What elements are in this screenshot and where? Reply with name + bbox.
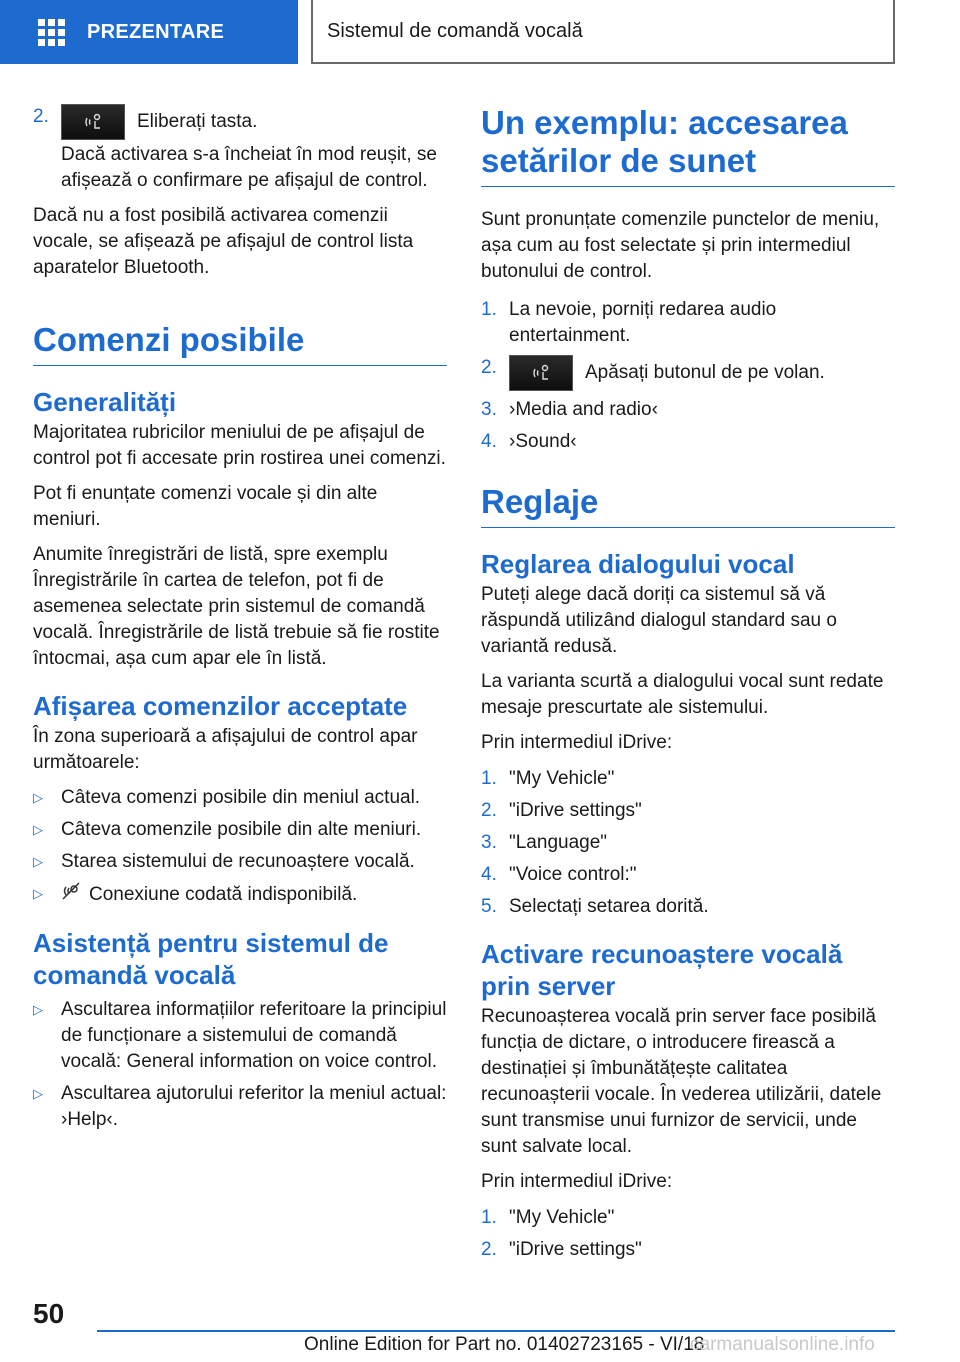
list-item: 4. "Voice control:"	[481, 864, 637, 885]
heading-possible-commands: Comenzi posibile	[33, 321, 447, 366]
paragraph-dialog-1: Puteți alege dacă doriți ca sistemul să vă răspundă utilizând dialogul standard sau o variantă redusă.	[481, 584, 837, 657]
watermark: carmanualsonline.info	[690, 1334, 875, 1355]
bullet-icon: ▷	[33, 886, 43, 901]
list-item: 5. Selectați setarea dorită.	[481, 896, 709, 917]
page-number: 50	[33, 1298, 65, 1329]
heading-example: Un exemplu: accesarea setărilor de sunet	[481, 104, 895, 187]
paragraph-idrive-1: Prin intermediul iDrive:	[481, 732, 673, 753]
step-release-key	[33, 104, 447, 140]
list-item: 2. "iDrive settings"	[481, 1239, 642, 1260]
list-item: ▷ Starea sistemului de recunoaștere vocală.	[33, 849, 447, 875]
bullet-icon: ▷	[33, 1086, 43, 1101]
step-detail: Dacă activarea s-a încheiat în mod reușit, se afișează o confirmare pe afișajul de control.	[61, 144, 437, 191]
header-title: Sistemul de comandă vocală	[311, 0, 895, 64]
step-text: Eliberați tasta.	[137, 111, 258, 133]
paragraph-example: Sunt pronunțate comenzile punctelor de meniu, așa cum au fost selectate și prin intermediul butonului de control.	[481, 209, 880, 282]
right-column	[481, 104, 895, 1269]
list-item: 2. "iDrive settings"	[481, 800, 642, 821]
left-column	[33, 104, 447, 1139]
list-item: 1. "My Vehicle"	[481, 768, 615, 789]
no-encryption-icon	[61, 881, 81, 909]
list-item: ▷ Ascultarea ajutorului referitor la meniul actual: ›Help‹.	[33, 1081, 447, 1133]
heading-settings: Reglaje	[481, 483, 895, 528]
list-item: ▷ Câteva comenzi posibile din meniul actual.	[33, 785, 447, 811]
voice-command-key-icon	[509, 355, 573, 391]
bullet-icon: ▷	[33, 1002, 43, 1017]
paragraph-general-2: Pot fi enunțate comenzi vocale și din alte meniuri.	[33, 483, 378, 530]
header-tab-label: PREZENTARE	[87, 20, 225, 43]
paragraph-server: Recunoașterea vocală prin server face posibilă funcția de dictare, o introducere firească a destinației și îmbunătățește calitatea recunoașterii vocale. În vederea utilizării, datele sunt transmise unui furnizor de servicii, unde sunt salvate local.	[481, 1006, 882, 1157]
grid-menu-icon	[38, 19, 65, 46]
bullet-icon: ▷	[33, 822, 43, 837]
paragraph-idrive-2: Prin intermediul iDrive:	[481, 1171, 673, 1192]
header-tab[interactable]	[0, 0, 298, 64]
list-item: 1. "My Vehicle"	[481, 1207, 615, 1228]
heading-general: Generalități	[33, 387, 177, 417]
heading-display-commands: Afișarea comenzilor acceptate	[33, 691, 408, 721]
list-item: 3. "Language"	[481, 832, 608, 853]
list-item: ▷ Ascultarea informațiilor referitoare la principiul de funcționare a sistemului de comandă vocală: General information on voice control.	[33, 997, 447, 1075]
paragraph-general-1: Majoritatea rubricilor meniului de pe afișajul de control pot fi accesate prin rostirea unei comenzi.	[33, 422, 446, 469]
list-item: 1. La nevoie, porniți redarea audio entertainment.	[481, 299, 777, 346]
list-item: ▷ Conexiune codată indisponibilă.	[33, 881, 447, 909]
footer-edition: Online Edition for Part no. 01402723165 - VI/18	[304, 1334, 705, 1355]
list-item: 3. ›Media and radio‹	[481, 399, 658, 420]
paragraph-general-3: Anumite înregistrări de listă, spre exemplu Înregistrările în cartea de telefon, pot fi de asemenea selectate prin sistemul de comandă vocală. Înregistrările de listă trebuie să fie rostite întocmai, așa cum apar ele în listă.	[33, 544, 440, 669]
footer-divider	[97, 1330, 895, 1332]
bullet-icon: ▷	[33, 790, 43, 805]
voice-command-key-icon	[61, 104, 125, 140]
paragraph-dialog-2: La varianta scurtă a dialogului vocal sunt redate mesaje prescurtate ale sistemului.	[481, 671, 884, 718]
list-item: 2. Apăsați butonul de pe volan.	[481, 355, 895, 391]
paragraph-display: În zona superioară a afișajului de control apar următoarele:	[33, 726, 418, 773]
bullet-icon: ▷	[33, 854, 43, 869]
list-item: ▷ Câteva comenzile posibile din alte meniuri.	[33, 817, 447, 843]
heading-server-recognition: Activare recunoaștere vocală prin server	[481, 939, 843, 1001]
list-item: 4. ›Sound‹	[481, 431, 577, 452]
heading-dialog: Reglarea dialogului vocal	[481, 549, 795, 579]
paragraph-activation-failed: Dacă nu a fost posibilă activarea comenzii vocale, se afișează pe afișajul de control lista aparatelor Bluetooth.	[33, 205, 414, 278]
heading-assistance: Asistență pentru sistemul de comandă vocală	[33, 928, 389, 990]
step-number: 2.	[33, 106, 49, 127]
